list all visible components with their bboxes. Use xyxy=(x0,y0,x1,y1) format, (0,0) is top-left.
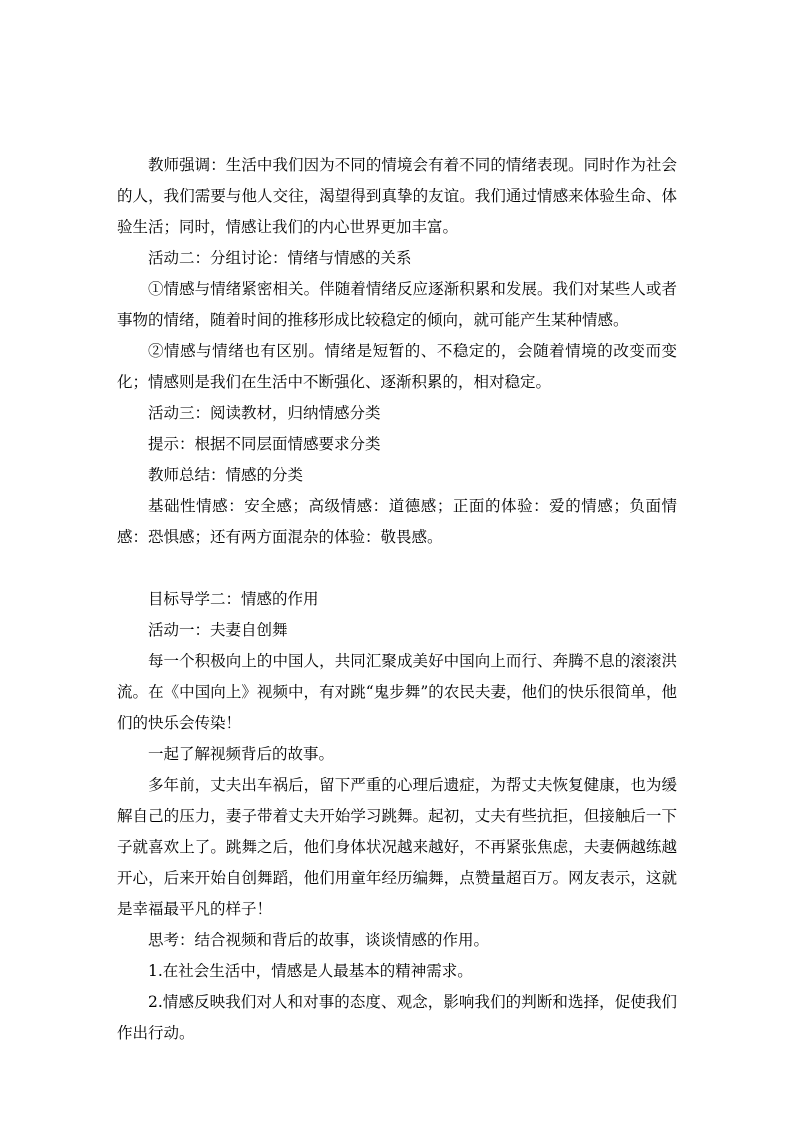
paragraph-activity-two-heading: 活动二：分组讨论：情绪与情感的关系 xyxy=(148,249,412,267)
document-body xyxy=(117,150,677,1049)
paragraph-story: 多年前，丈夫出车祸后，留下严重的心理后遗症，为帮丈夫恢复健康，也为缓解自己的压力，妻子带着丈夫开始学习跳舞。起初，丈夫有些抗拒，但接触后一下子就喜欢上了。跳舞之后，他们身体状况越来越好，不再紧张焦虑，夫妻俩越练越开心，后来开始自创舞蹈，他们用童年经历编舞，点赞量超百万。网友表示，这就是幸福最平凡的样子！ xyxy=(117,776,677,918)
paragraph-point-two: ②情感与情绪也有区别。情绪是短暂的、不稳定的，会随着情境的改变而变化；情感则是我们在生活中不断强化、逐渐积累的，相对稳定。 xyxy=(117,342,677,391)
paragraph-emotion-categories: 基础性情感：安全感；高级情感：道德感；正面的体验：爱的情感；负面情感：恐惧感；还有两方面混杂的体验：敬畏感。 xyxy=(117,497,677,546)
paragraph-point-one: ①情感与情绪紧密相关。伴随着情绪反应逐渐积累和发展。我们对某些人或者事物的情绪，随着时间的推移形成比较稳定的倾向，就可能产生某种情感。 xyxy=(117,280,677,329)
paragraph-thinking-question: 思考：结合视频和背后的故事，谈谈情感的作用。 xyxy=(148,931,490,949)
paragraph-goal-two-heading: 目标导学二：情感的作用 xyxy=(148,590,319,608)
paragraph-story-intro: 一起了解视频背后的故事。 xyxy=(148,745,335,763)
paragraph-teacher-summary: 教师总结：情感的分类 xyxy=(148,466,304,484)
paragraph-teacher-emphasis: 教师强调：生活中我们因为不同的情境会有着不同的情绪表现。同时作为社会的人，我们需要与他人交往，渴望得到真挚的友谊。我们通过情感来体验生命、体验生活；同时，情感让我们的内心世界更加丰富。 xyxy=(117,156,677,236)
paragraph-video-intro: 每一个积极向上的中国人，共同汇聚成美好中国向上而行、奔腾不息的滚滚洪流。在《中国向上》视频中，有对跳“鬼步舞”的农民夫妻，他们的快乐很简单，他们的快乐会传染！ xyxy=(117,652,677,732)
paragraph-hint: 提示：根据不同层面情感要求分类 xyxy=(148,435,381,453)
paragraph-activity-three-heading: 活动三：阅读教材，归纳情感分类 xyxy=(148,404,381,422)
paragraph-answer-two: 2.情感反映我们对人和对事的态度、观念，影响我们的判断和选择，促使我们作出行动。 xyxy=(117,993,677,1042)
section-spacer xyxy=(117,553,677,584)
paragraph-answer-one: 1.在社会生活中，情感是人最基本的精神需求。 xyxy=(148,962,473,980)
paragraph-activity-one-heading: 活动一：夫妻自创舞 xyxy=(148,621,288,639)
